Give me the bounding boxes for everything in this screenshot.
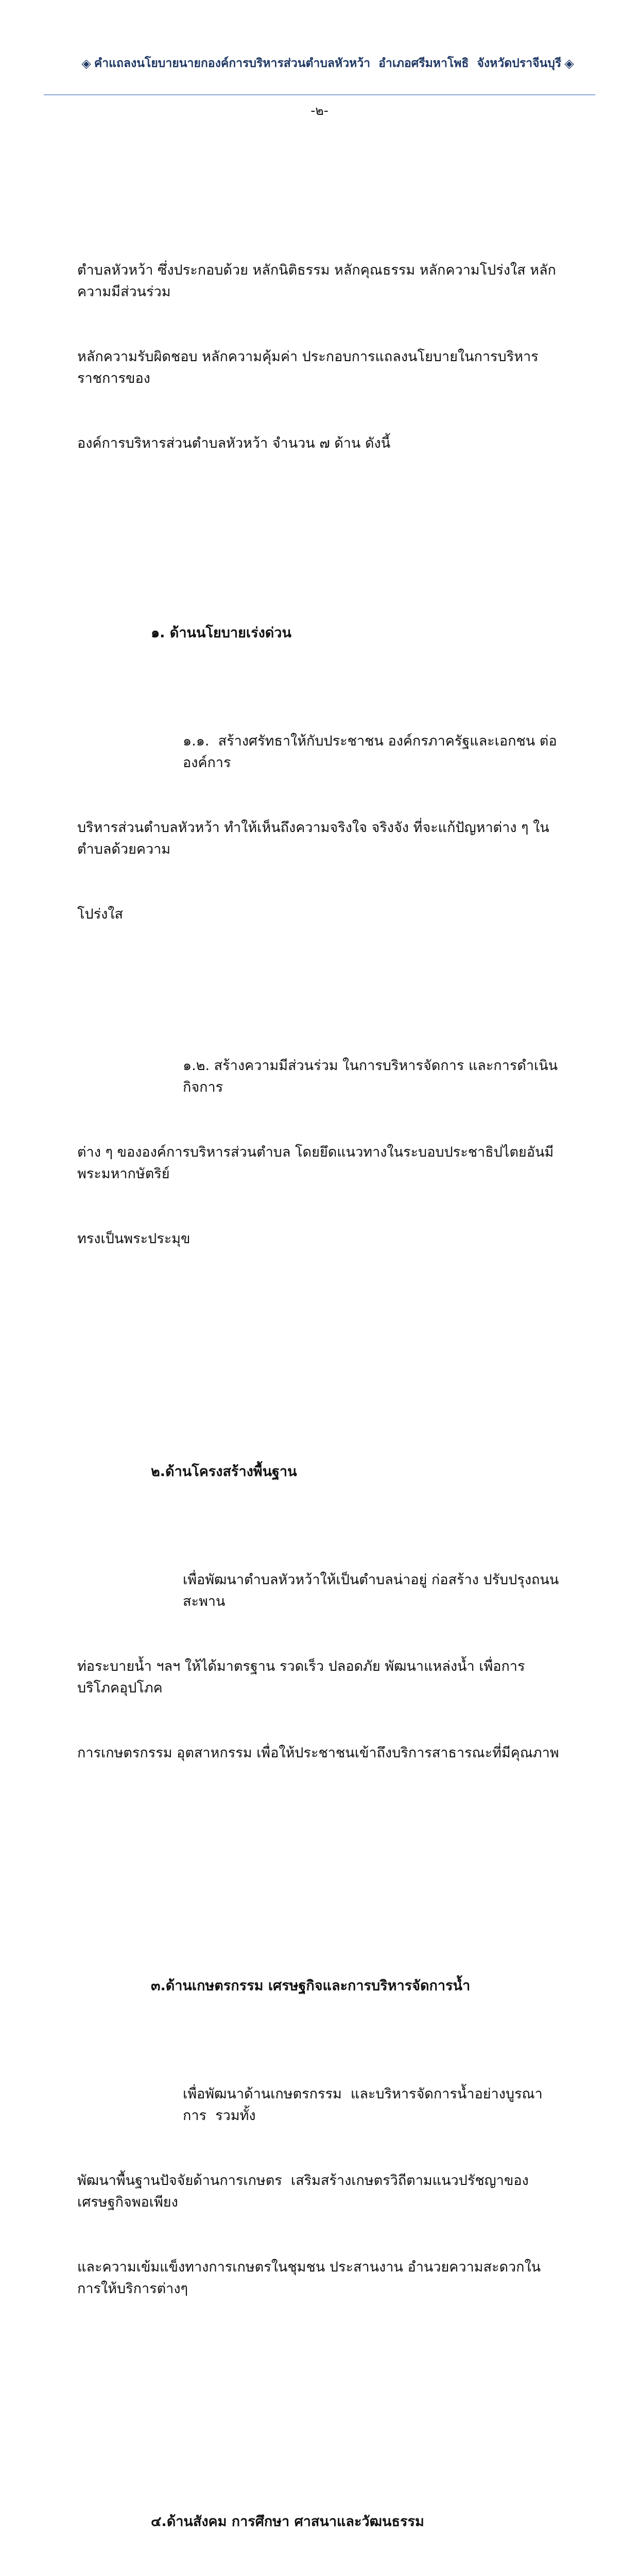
text-line: องค์การบริหารส่วนตำบลหัวหว้า จำนวน ๗ ด้าน ดังนี้: [77, 435, 391, 451]
document-body: [77, 151, 562, 2576]
text-line: โปร่งใส: [77, 906, 123, 922]
section-infrastructure: [77, 1401, 562, 1851]
intro-paragraph: [77, 216, 562, 498]
text-line: ๑.๒. สร้างความมีส่วนร่วม ในการบริหารจัดการ และการดำเนินกิจการ: [183, 1058, 558, 1095]
diamond-icon-right: ◈: [564, 56, 574, 71]
text-line: ต่าง ๆ ขององค์การบริหารส่วนตำบล โดยยึดแนวทางในระบอบประชาธิปไตยอันมีพระมหากษัตริย์: [77, 1144, 554, 1182]
page-number: -๒-: [310, 103, 329, 118]
text-line: หลักความรับผิดชอบ หลักความคุ้มค่า ประกอบการแถลงนโยบายในการบริหารราชการของ: [77, 349, 539, 386]
text-line: ๑.๑. สร้างศรัทธาให้กับประชาชน องค์กรภาครัฐและเอกชน ต่อองค์การ: [183, 733, 557, 771]
section-paragraph: [77, 687, 562, 969]
text-line: ตำบลหัวหว้า ซึ่งประกอบด้วย หลักนิติธรรม หลักคุณธรรม หลักความโปร่งใส หลักความมีส่วนร่วม: [77, 262, 556, 300]
diamond-icon-left: ◈: [81, 56, 91, 71]
text-line: ทรงเป็นพระประมุข: [77, 1231, 191, 1247]
header-divider: [44, 94, 595, 95]
section-paragraph: [77, 1012, 562, 1293]
document-header: [0, 0, 639, 90]
section-paragraph: [77, 1526, 562, 1807]
section-heading: ๓.ด้านเกษตรกรรม เศรษฐกิจและการบริหารจัดการน้ำ: [151, 1978, 471, 1994]
section-urgent-policy: [77, 563, 562, 1336]
text-line: บริหารส่วนตำบลหัวหว้า ทำให้เห็นถึงความจริงใจ จริงจัง ที่จะแก้ปัญหาต่าง ๆ ในตำบลด้วยความ: [77, 820, 549, 857]
text-line: และความเข้มแข็งทางการเกษตรในชุมชน ประสานงาน อำนวยความสะดวกในการให้บริการต่างๆ: [77, 2259, 541, 2297]
section-social-education-culture: [77, 2451, 562, 2576]
section-agriculture-economy-water: [77, 1916, 562, 2386]
text-line: พัฒนาพื้นฐานปัจจัยด้านการเกษตร เสริมสร้างเกษตรวิถีตามแนวปรัชญาของเศรษฐกิจพอเพียง: [77, 2173, 529, 2210]
section-heading: ๑. ด้านนโยบายเร่งด่วน: [151, 625, 291, 641]
section-heading: ๒.ด้านโครงสร้างพื้นฐาน: [151, 1464, 297, 1480]
text-line: เพื่อพัฒนาตำบลหัวหว้าให้เป็นตำบลน่าอยู่ ก่อสร้าง ปรับปรุงถนน สะพาน: [183, 1572, 563, 1609]
section-heading: ๔.ด้านสังคม การศึกษา ศาสนาและวัฒนธรรม: [151, 2514, 424, 2530]
text-line: การเกษตรกรรม อุตสาหกรรม เพื่อให้ประชาชนเข้าถึงบริการสาธารณะที่มีคุณภาพ: [77, 1745, 559, 1761]
text-line: ท่อระบายน้ำ ฯลฯ ให้ได้มาตรฐาน รวดเร็ว ปลอดภัย พัฒนาแหล่งน้ำ เพื่อการบริโภคอุปโภค: [77, 1658, 525, 1696]
section-paragraph: [77, 2040, 562, 2343]
text-line: เพื่อพัฒนาด้านเกษตรกรรม และบริหารจัดการน้ำอย่างบูรณาการ รวมทั้ง: [183, 2086, 543, 2124]
document-title: คำแถลงนโยบายนายกองค์การบริหารส่วนตำบลหัวหว้า อำเภอศรีมหาโพธิ จังหวัดปราจีนบุรี: [94, 57, 562, 70]
